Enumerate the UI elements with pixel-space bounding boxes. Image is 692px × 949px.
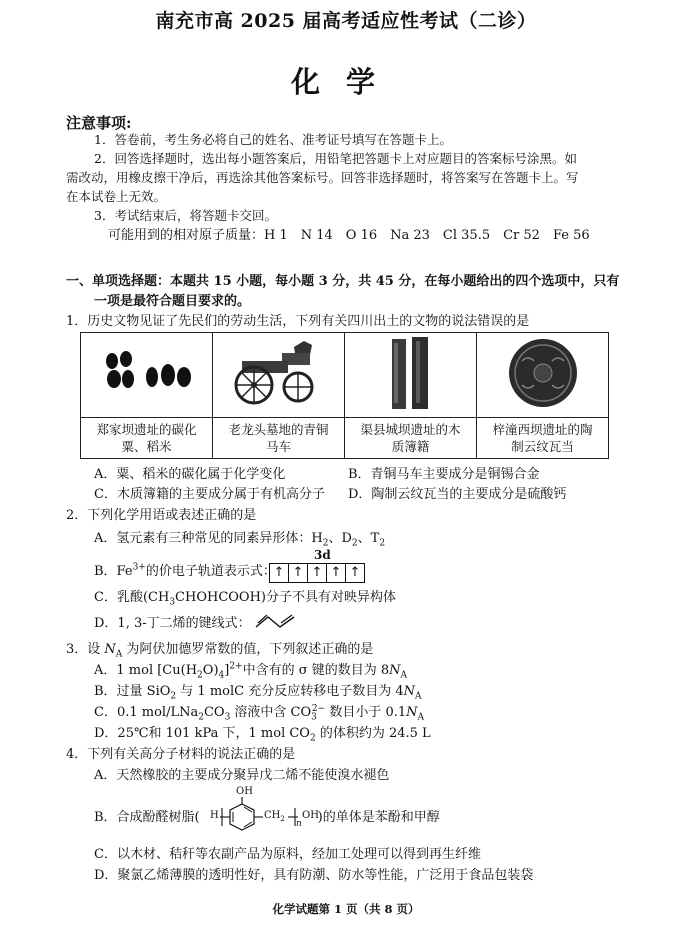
carbonized-grain-icon	[92, 343, 202, 403]
q4-option-d: D．聚氯乙烯薄膜的透明性好，具有防潮、防水等性能，广泛用于食品包装袋	[94, 868, 534, 883]
orbital-box-5: ↑	[349, 565, 361, 580]
q4-option-a: A．天然橡胶的主要成分聚异戊二烯不能使溴水褪色	[94, 768, 390, 783]
orbital-diagram	[269, 563, 365, 583]
artifact-caption-2: 老龙头墓地的青铜 马车	[213, 418, 345, 459]
section-heading-cont: 一项是最符合题目要求的。	[94, 294, 251, 309]
artifact-image-cell-4	[477, 333, 609, 418]
q4-option-c: C．以木材、秸秆等农副产品为原料，经加工处理可以得到再生纤维	[94, 847, 481, 862]
q2-option-a: A．氢元素有三种常见的同素异形体：$H_2$、$D_2$、$T_2$	[94, 531, 386, 549]
resin-h-end: H	[210, 810, 219, 821]
q2-option-c: C．乳酸$(CH_3CHOHCOOH)$分子不具有对映异构体	[94, 590, 396, 608]
q3-option-b: B．过量 SiO$_2$ 与 1 molC 充分反应转移电子数目为 $4N_A$	[94, 684, 422, 702]
artifact-caption-3: 渠县城坝遗址的木 质簿籍	[345, 418, 477, 459]
q4-stem: 4．下列有关高分子材料的说法正确的是	[66, 747, 296, 762]
bronze-chariot-icon	[224, 337, 334, 409]
q1-option-d: D．陶制云纹瓦当的主要成分是硫酸钙	[348, 487, 567, 502]
q2-option-b: B．$Fe^{3+}$的价电子轨道表示式：	[94, 562, 276, 579]
q1-stem: 1．历史文物见证了先民们的劳动生活，下列有关四川出土的文物的说法错误的是	[66, 314, 530, 329]
orbital-label: 3d	[314, 548, 331, 562]
orbital-box-4: ↑	[327, 564, 346, 582]
q3-stem: 3．设 $N_A$ 为阿伏加德罗常数的值，下列叙述正确的是	[66, 642, 374, 660]
butadiene-skeletal-formula	[254, 611, 304, 631]
q1-option-a: A．粟、稻米的碳化属于化学变化	[94, 467, 286, 482]
q1-option-b: B．青铜马车主要成分是铜锡合金	[348, 467, 540, 482]
note-item-3: 3．考试结束后，将答题卡交回。	[94, 208, 277, 223]
roof-tile-end-icon	[488, 335, 598, 411]
resin-repeat-n: n	[296, 819, 302, 829]
note-item-1: 1．答卷前，考生务必将自己的姓名、准考证号填写在答题卡上。	[94, 132, 452, 147]
artifact-image-cell-1	[81, 333, 213, 418]
resin-oh-top: OH	[236, 786, 253, 797]
q1-option-c: C．木质簿籍的主要成分属于有机高分子	[94, 487, 325, 502]
note-item-2: 2．回答选择题时，选出每小题答案后，用铅笔把答题卡上对应题目的答案标号涂黑。如	[94, 151, 577, 166]
orbital-box-1: ↑	[270, 564, 289, 582]
q3-option-a: A．1 mol $[Cu(H_2O)_4]^{2+}$中含有的 σ 键的数目为 $8N_A$	[94, 661, 408, 681]
artifact-image-cell-2	[213, 333, 345, 418]
q3-option-c: C．0.1 mol/$LNa_2CO_3$ 溶液中含 $CO_3^{2-}$ 数目小于 $0.1N_A$	[94, 703, 425, 723]
resin-ch2: $CH_2$	[264, 810, 285, 823]
subject-title: 化学	[290, 65, 401, 99]
orbital-box-2: ↑	[289, 564, 308, 582]
section-heading: 一、单项选择题：本题共 15 小题，每小题 3 分，共 45 分，在每小题给出的四个选项中，只有	[66, 274, 620, 289]
artifact-image-cell-3	[345, 333, 477, 418]
orbital-box-3: ↑	[308, 564, 327, 582]
artifact-caption-4: 梓潼西坝遗址的陶 制云纹瓦当	[477, 418, 609, 459]
q2-option-d: D．1, 3-丁二烯的键线式：	[94, 616, 251, 631]
artifact-caption-1: 郑家坝遗址的碳化 粟、稻米	[81, 418, 213, 459]
atomic-masses: 可能用到的相对原子质量：H 1 N 14 O 16 Na 23 Cl 35.5 Cr 52 Fe 56	[108, 228, 590, 243]
phenolic-resin-structure	[208, 788, 328, 836]
q4-option-b: B．合成酚醛树脂( )的单体是苯酚和甲醇	[94, 810, 440, 825]
exam-title: 南充市高 2025 届高考适应性考试（二诊）	[155, 10, 537, 32]
q2-stem: 2．下列化学用语或表述正确的是	[66, 508, 257, 523]
q1-artifact-table	[80, 332, 609, 459]
note-item-2-end: 在本试卷上无效。	[66, 189, 167, 204]
wooden-tablet-icon	[356, 335, 466, 411]
resin-oh-end: OH	[302, 810, 319, 821]
page-footer: 化学试题第 1 页（共 8 页）	[272, 902, 420, 916]
q3-option-d: D．25℃和 101 kPa 下，1 mol $CO_2$ 的体积约为 24.5 L	[94, 726, 431, 744]
notes-heading: 注意事项:	[66, 114, 132, 132]
note-item-2-cont: 需改动，用橡皮擦干净后，再选涂其他答案标号。回答非选择题时，将答案写在答题卡上。写	[66, 170, 579, 185]
